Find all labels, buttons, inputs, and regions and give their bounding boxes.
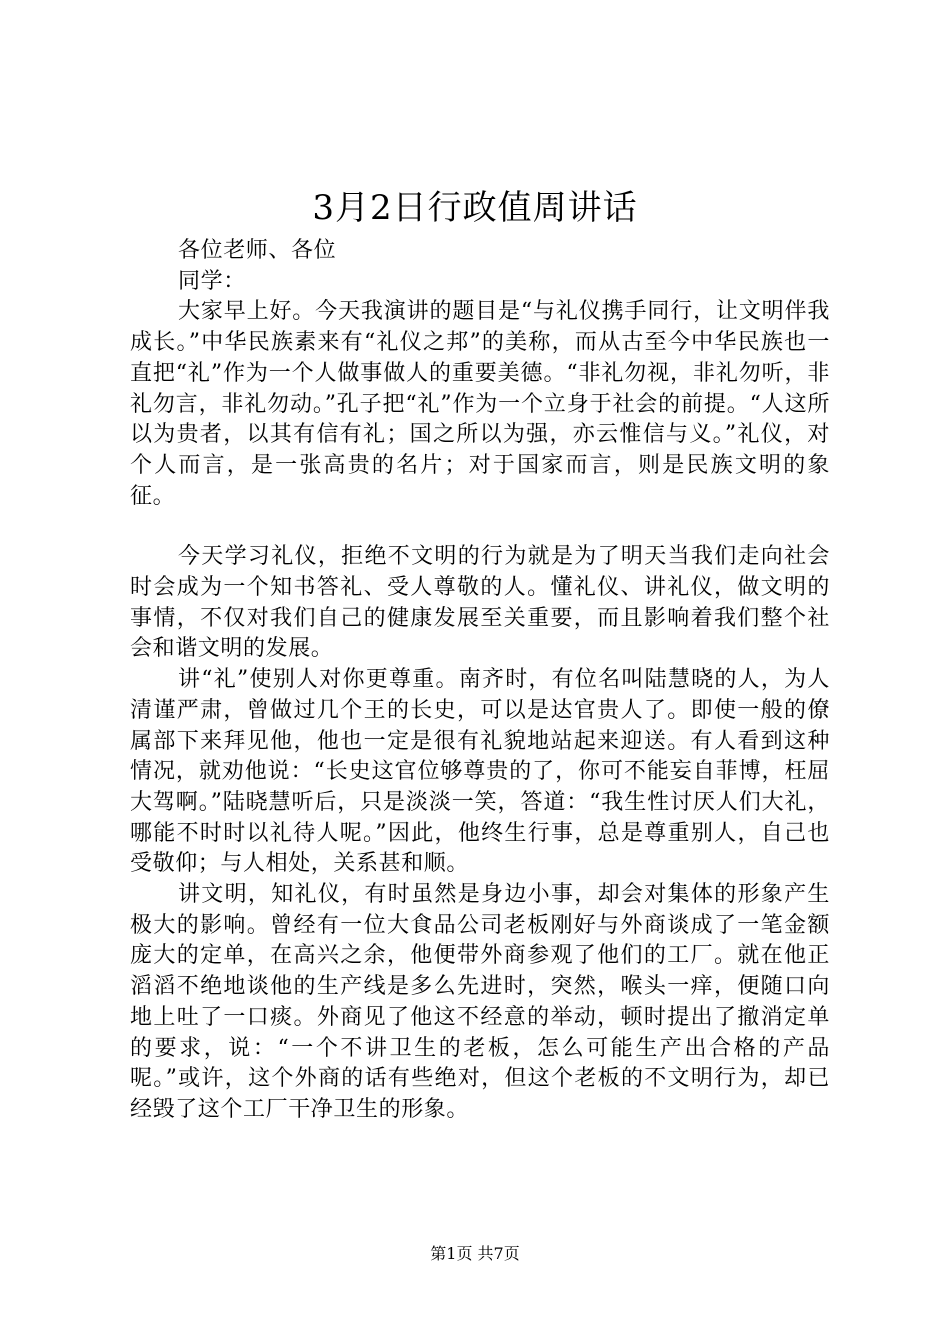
page-number-footer: 第1页 共7页 bbox=[430, 1244, 520, 1263]
document-title: 3月2日行政值周讲话 bbox=[312, 188, 638, 228]
paragraph-3: 讲“礼”使别人对你更尊重。南齐时，有位名叫陆慧晓的人，为人清谨严肃，曾做过几个王的长史，可以是达官贵人了。即使一般的僚属部下来拜见他，他也一定是很有礼貌地站起来迎送。有人看到这种情况，就劝他说：“长史这官位够尊贵的了，你可不能妄自菲博，枉屈大驾啊。”陆晓慧听后，只是淡淡一笑，答道：“我生性讨厌人们大礼，哪能不时时以礼待人呢。”因此，他终生行事，总是尊重别人，自己也受敬仰；与人相处，关系甚和顺。 bbox=[130, 667, 830, 877]
salutation-line-2: 同学： bbox=[178, 268, 246, 294]
paragraph-2: 今天学习礼仪，拒绝不文明的行为就是为了明天当我们走向社会时会成为一个知书答礼、受人尊敬的人。懂礼仪、讲礼仪，做文明的事情，不仅对我们自己的健康发展至关重要，而且影响着我们整个社会和谐文明的发展。 bbox=[130, 544, 830, 662]
salutation-line-1: 各位老师、各位 bbox=[178, 238, 337, 263]
paragraph-gap bbox=[130, 512, 830, 542]
document-body bbox=[130, 236, 830, 1126]
paragraph-1: 大家早上好。今天我演讲的题目是“与礼仪携手同行，让文明伴我成长。”中华民族素来有“礼仪之邦”的美称，而从古至今中华民族也一直把“礼”作为一个人做事做人的重要美德。“非礼勿视，非礼勿听，非礼勿言，非礼勿动。”孔子把“礼”作为一个立身于社会的前提。“人这所以为贵者，以其有信有礼；国之所以为强，亦云惟信与义。”礼仪，对个人而言，是一张高贵的名片；对于国家而言，则是民族文明的象征。 bbox=[130, 299, 830, 509]
paragraph-4: 讲文明，知礼仪，有时虽然是身边小事，却会对集体的形象产生极大的影响。曾经有一位大食品公司老板刚好与外商谈成了一笔金额庞大的定单，在高兴之余，他便带外商参观了他们的工厂。就在他正滔滔不绝地谈他的生产线是多么先进时，突然，喉头一痒，便随口向地上吐了一口痰。外商见了他这不经意的举动，顿时提出了撤消定单的要求，说：“一个不讲卫生的老板，怎么可能生产出合格的产品呢。”或许，这个外商的话有些绝对，但这个老板的不文明行为，却已经毁了这个工厂干净卫生的形象。 bbox=[130, 882, 830, 1122]
